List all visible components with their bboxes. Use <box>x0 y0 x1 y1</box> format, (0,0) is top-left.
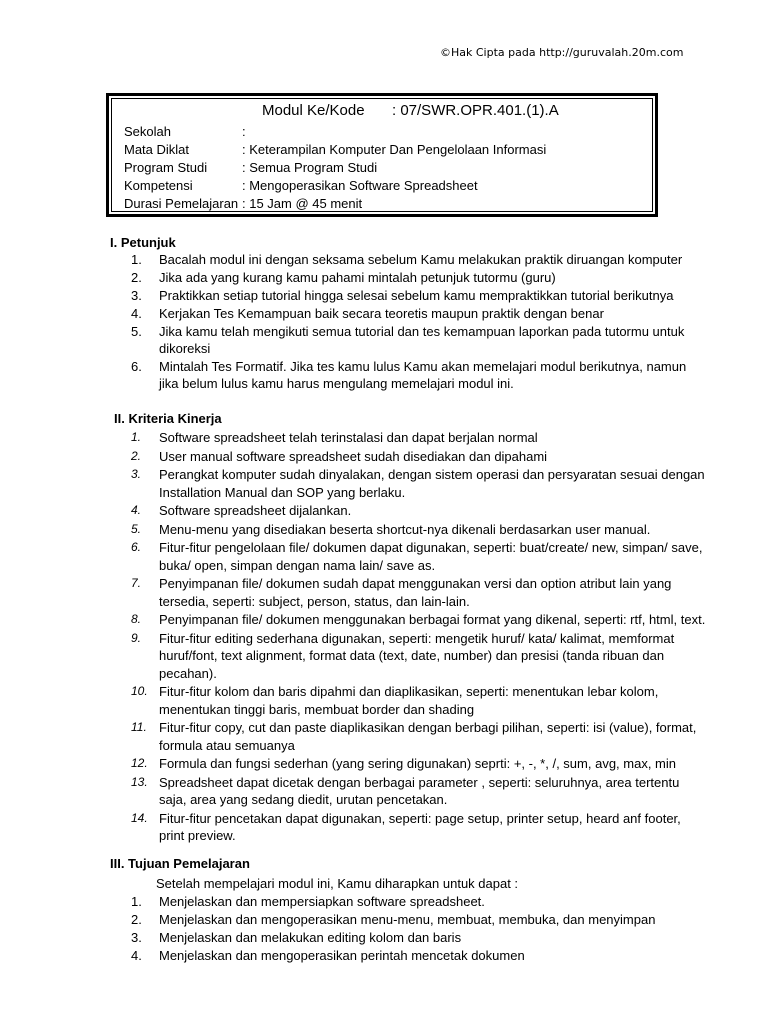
list-item-text: Jika kamu telah mengikuti semua tutorial dan tes kemampuan laporkan pada tutormu untuk <box>159 324 685 339</box>
list-item-number: 4. <box>131 306 142 321</box>
list-item-text: jika belum lulus kamu harus mengulang memelajari modul ini. <box>159 376 514 391</box>
list-item-text: Praktikkan setiap tutorial hingga selesai sebelum kamu mempraktikkan tutorial berikutnya <box>159 288 674 303</box>
list-item-number: 9. <box>131 630 142 645</box>
list-item-text: Menjelaskan dan mengoperasikan perintah mencetak dokumen <box>159 948 525 963</box>
module-code: : 07/SWR.OPR.401.(1).A <box>392 102 559 119</box>
list-item-text: Software spreadsheet dijalankan. <box>159 503 352 518</box>
list-item-text: Fitur-fitur copy, cut dan paste diaplikasikan dengan berbagi pilihan, seperti: isi (value), format, <box>159 720 697 735</box>
list-item-text: Software spreadsheet telah terinstalasi dan dapat berjalan normal <box>159 430 538 445</box>
list-item-text: Fitur-fitur pengelolaan file/ dokumen dapat digunakan, seperti: buat/create/ new, simpan/ save, <box>159 540 703 555</box>
meta-value: : Mengoperasikan Software Spreadsheet <box>242 178 478 193</box>
list-item-text: Fitur-fitur pencetakan dapat digunakan, seperti: page setup, printer setup, heard anf footer, <box>159 810 681 826</box>
list-item-text: Bacalah modul ini dengan seksama sebelum Kamu melakukan praktik diruangan komputer <box>159 252 683 267</box>
meta-value: : <box>242 124 246 139</box>
list-item-number: 13. <box>131 774 148 789</box>
meta-label: Mata Diklat <box>124 142 190 157</box>
list-item-text: Formula dan fungsi sederhan (yang sering digunakan) seprti: +, -, *, /, sum, avg, max, min <box>159 756 676 771</box>
meta-value: : Semua Program Studi <box>242 160 378 175</box>
meta-label: Program Studi <box>124 160 208 175</box>
list-item-number: 5. <box>131 521 142 536</box>
list-item-number: 3. <box>131 467 142 481</box>
list-item-number: 14. <box>131 810 148 825</box>
meta-value: : Keterampilan Komputer Dan Pengelolaan Informasi <box>242 142 547 157</box>
list-item-text: Jika ada yang kurang kamu pahami mintalah petunjuk tutormu (guru) <box>159 270 556 285</box>
meta-label: Sekolah <box>124 124 171 139</box>
list-item-number: 8. <box>131 612 142 626</box>
list-item-text: tersedia, seperti: subject, person, status, dan lain-lain. <box>159 593 470 609</box>
list-item-text: formula atau semuanya <box>159 737 295 753</box>
list-item-number: 11. <box>131 720 147 734</box>
module-label: Modul Ke/Kode <box>262 102 365 119</box>
list-item-number: 1. <box>131 430 142 444</box>
list-item-number: 6. <box>131 540 142 554</box>
section-title-petunjuk: I. Petunjuk <box>110 235 176 250</box>
list-item-text: buka/ open, simpan dengan nama lain/ save as. <box>159 557 436 573</box>
list-item-number: 1. <box>131 894 142 909</box>
list-item-number: 2. <box>131 448 142 463</box>
copyright-notice: ©Hak Cipta pada http://guruvalah.20m.com <box>440 46 684 59</box>
list-item-text: Menjelaskan dan mempersiapkan software spreadsheet. <box>159 894 485 909</box>
list-item-text: Fitur-fitur kolom dan baris dipahmi dan diaplikasikan, seperti: menentukan lebar kolom, <box>159 684 659 699</box>
list-item-text: menentukan tinggi baris, membuat border dan shading <box>159 701 475 717</box>
meta-label: Kompetensi <box>124 178 193 193</box>
list-item-text: Penyimpanan file/ dokumen menggunakan berbagai format yang dikenal, seperti: rtf, html, text. <box>159 612 706 627</box>
module-code-line <box>262 102 559 119</box>
meta-label: Durasi Pemelajaran <box>124 196 239 211</box>
list-item-number: 4. <box>131 948 142 963</box>
list-item-number: 12. <box>131 756 148 770</box>
list-item-number: 5. <box>131 324 142 339</box>
list-item-number: 10. <box>131 684 148 698</box>
list-item-text: Menjelaskan dan mengoperasikan menu-menu, membuat, membuka, dan menyimpan <box>159 912 656 927</box>
list-item-text: Installation Manual dan SOP yang berlaku. <box>159 484 406 500</box>
list-item-text: huruf/font, text alignment, format data (text, date, number) dan presisi (tanda ribuan dan <box>159 648 665 663</box>
tujuan-intro: Setelah mempelajari modul ini, Kamu diharapkan untuk dapat : <box>156 876 519 891</box>
list-item-text: Menu-menu yang disediakan beserta shortcut-nya dikenali berdasarkan user manual. <box>159 521 651 537</box>
list-item-text: Spreadsheet dapat dicetak dengan berbagai parameter , seperti: seluruhnya, area tertentu <box>159 774 680 790</box>
list-item-text: Penyimpanan file/ dokumen sudah dapat menggunakan versi dan option atribut lain yang <box>159 576 672 591</box>
module-header-box <box>106 93 658 217</box>
list-item-text: Mintalah Tes Formatif. Jika tes kamu lulus Kamu akan memelajari modul berikutnya, namun <box>159 359 687 374</box>
list-item-text: User manual software spreadsheet sudah disediakan dan dipahami <box>159 448 548 464</box>
list-item-text: pecahan). <box>159 665 217 681</box>
meta-value: : 15 Jam @ 45 menit <box>242 196 363 211</box>
list-item-number: 1. <box>131 252 142 267</box>
list-item-number: 3. <box>131 288 142 303</box>
list-item-text: print preview. <box>159 828 236 843</box>
list-item-number: 2. <box>131 912 142 927</box>
list-item-text: dikoreksi <box>159 341 211 356</box>
list-item-number: 3. <box>131 930 142 945</box>
list-item-text: saja, area yang sedang diedit, urutan pencetakan. <box>159 792 448 807</box>
list-item-number: 2. <box>131 270 142 285</box>
list-item-number: 7. <box>131 576 142 590</box>
list-item-number: 6. <box>131 359 142 374</box>
list-item-text: Kerjakan Tes Kemampuan baik secara teoretis maupun praktik dengan benar <box>159 306 604 321</box>
section-title-tujuan: III. Tujuan Pemelajaran <box>110 856 250 871</box>
list-item-number: 4. <box>131 503 142 517</box>
list-item-text: Perangkat komputer sudah dinyalakan, dengan sistem operasi dan persyaratan sesuai dengan <box>159 467 705 482</box>
section-title-kriteria: II. Kriteria Kinerja <box>114 411 222 426</box>
list-item-text: Fitur-fitur editing sederhana digunakan, seperti: mengetik huruf/ kata/ kalimat, memformat <box>159 630 675 646</box>
list-item-text: Menjelaskan dan melakukan editing kolom dan baris <box>159 930 462 945</box>
